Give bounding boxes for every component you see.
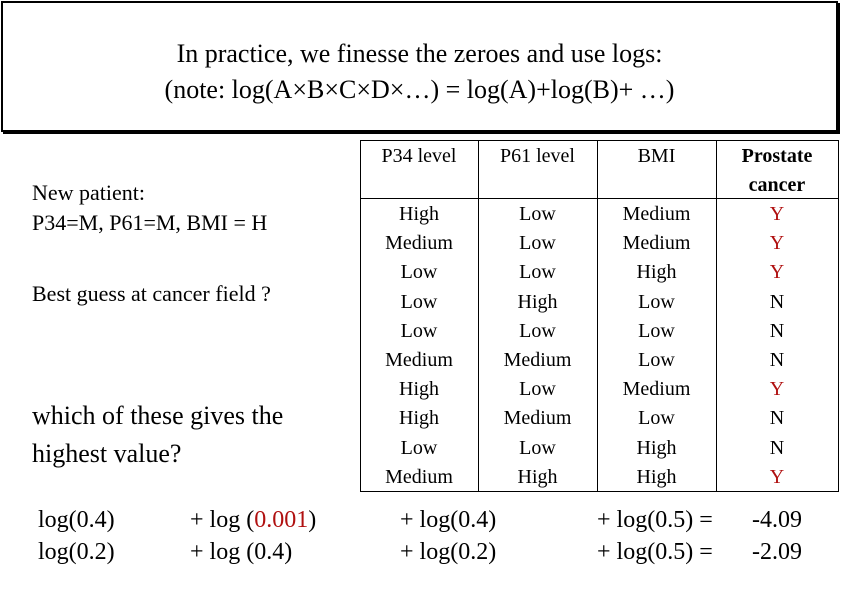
title-line-2: (note: log(A×B×C×D×…) = log(A)+log(B)+ …)	[164, 75, 675, 104]
cell-bmi: Medium	[622, 378, 691, 401]
best-guess-question: Best guess at cancer field ?	[32, 281, 271, 306]
cell-p61: Low	[519, 436, 556, 459]
header-bmi: BMI	[637, 145, 676, 167]
title-line-1: In practice, we finesse the zeroes and use logs:	[176, 39, 663, 68]
new-patient-text	[32, 178, 267, 238]
row2-term3: + log(0.2)	[400, 539, 497, 565]
table-border-right	[838, 140, 839, 492]
cell-p34: High	[399, 203, 439, 225]
row1-term3: + log(0.4)	[400, 507, 497, 533]
cell-bmi: Low	[638, 290, 675, 313]
patient-line-2: P34=M, P61=M, BMI = H	[32, 210, 268, 235]
cell-p61: Low	[519, 203, 556, 225]
cell-cancer: Y	[769, 261, 785, 284]
cell-p61: Low	[519, 378, 556, 401]
row1-term2-value: 0.001	[254, 507, 309, 533]
cell-cancer: N	[769, 290, 785, 313]
cell-p34: Low	[400, 261, 438, 284]
cell-p34: Low	[400, 290, 438, 313]
cell-cancer: N	[769, 407, 785, 430]
row1-term4: + log(0.5) =	[597, 507, 713, 533]
title-box	[1, 1, 838, 132]
cell-bmi: Medium	[622, 203, 691, 225]
cell-p34: High	[399, 407, 439, 430]
cell-bmi: High	[636, 436, 677, 459]
cell-p61: Medium	[503, 349, 572, 371]
cell-cancer: N	[769, 319, 785, 342]
row2-result: -2.09	[752, 539, 802, 565]
cell-bmi: Low	[638, 319, 675, 342]
cell-p34: High	[399, 378, 439, 401]
cell-p61: Medium	[503, 407, 572, 430]
cell-p61: Low	[519, 232, 556, 255]
cell-bmi: High	[636, 465, 677, 488]
which-line-2: highest value?	[32, 439, 182, 468]
cell-cancer: N	[769, 349, 785, 371]
which-line-1: which of these gives the	[32, 401, 284, 430]
cell-cancer: N	[769, 436, 785, 459]
table-border-top	[360, 140, 838, 141]
cell-p61: Low	[519, 261, 556, 284]
cell-bmi: Low	[638, 349, 675, 371]
cell-p61: High	[517, 465, 558, 488]
cell-bmi: High	[636, 261, 677, 284]
row1-term2	[190, 504, 316, 536]
row2-term1: log(0.2)	[38, 539, 115, 565]
patient-line-1: New patient:	[32, 180, 146, 205]
row1-term2-suffix: )	[308, 507, 317, 533]
row1-result: -4.09	[752, 507, 802, 533]
cell-cancer: Y	[769, 378, 785, 401]
cell-p34: Medium	[385, 465, 453, 488]
row1-term2-prefix: + log (	[190, 507, 255, 533]
cell-p34: Low	[400, 319, 438, 342]
cell-cancer: Y	[769, 232, 785, 255]
header-p34: P34 level	[381, 145, 457, 167]
cell-cancer: Y	[769, 203, 785, 225]
row1-term1: log(0.4)	[38, 507, 115, 533]
header-cancer: cancer	[748, 174, 806, 196]
cell-p61: Low	[519, 319, 556, 342]
cell-p34: Medium	[385, 349, 453, 371]
which-question	[32, 397, 283, 473]
cell-bmi: Low	[638, 407, 675, 430]
cell-p34: Medium	[385, 232, 453, 255]
cell-p34: Low	[400, 436, 438, 459]
row2-term2: + log (0.4)	[190, 539, 293, 565]
cell-cancer: Y	[769, 465, 785, 488]
header-p61: P61 level	[500, 145, 575, 167]
row2-term4: + log(0.5) =	[597, 539, 713, 565]
cell-p61: High	[517, 290, 558, 313]
header-prostate: Prostate	[741, 145, 813, 167]
cell-bmi: Medium	[622, 232, 691, 255]
